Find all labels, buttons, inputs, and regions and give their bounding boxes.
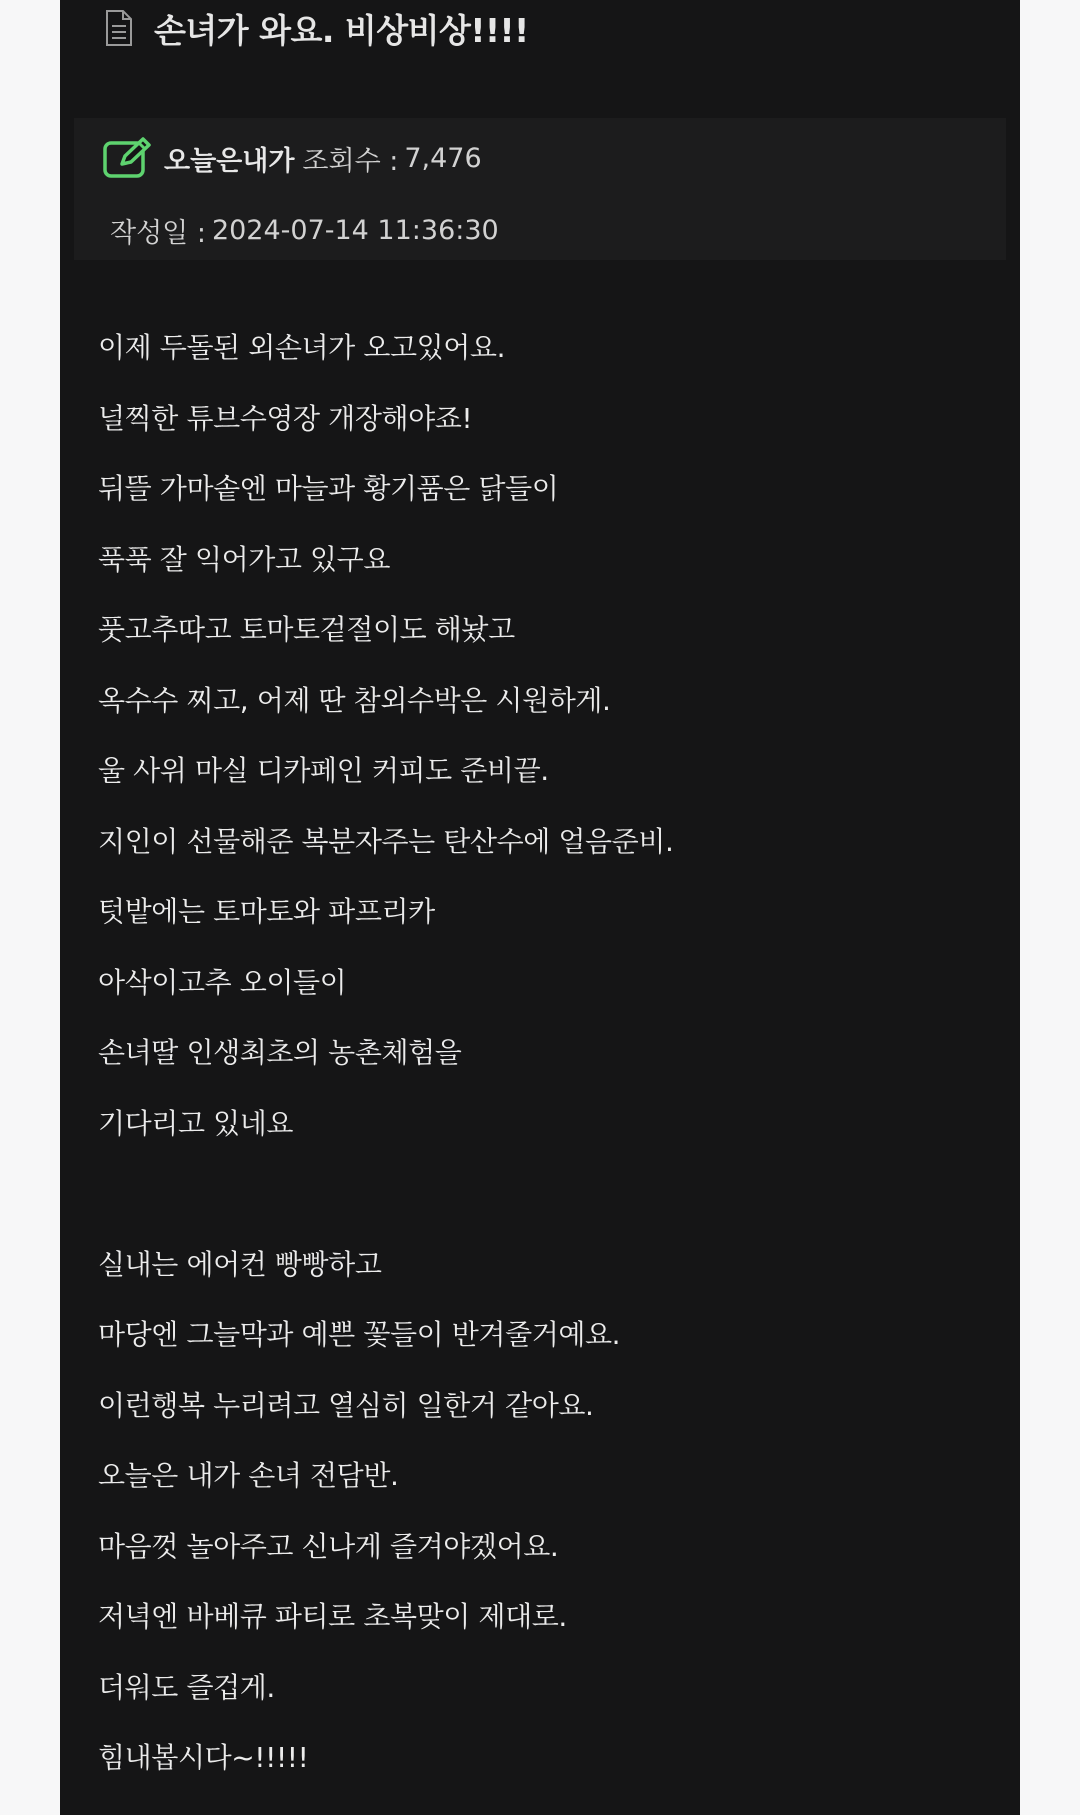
body-line: 손녀딸 인생최초의 농촌체험을 bbox=[98, 1036, 462, 1069]
document-icon bbox=[104, 9, 134, 47]
body-line: 이제 두돌된 외손녀가 오고있어요. bbox=[98, 331, 506, 364]
body-line: 풋고추따고 토마토겉절이도 해놨고 bbox=[98, 613, 515, 646]
body-line: 아삭이고추 오이들이 bbox=[98, 965, 347, 999]
views-label: 조회수 : bbox=[302, 145, 399, 177]
body-line: 옥수수 찌고, 어제 딴 참외수박은 시원하게. bbox=[98, 683, 611, 717]
post-title: 손녀가 와요. 비상비상!!!! bbox=[154, 10, 529, 50]
edit-icon bbox=[102, 137, 152, 179]
body-line: 푹푹 잘 익어가고 있구요 bbox=[98, 542, 390, 576]
date-label: 작성일 : bbox=[110, 217, 206, 249]
body-line: 힘내봅시다~!!!!! bbox=[98, 1741, 309, 1774]
body-line-blank bbox=[98, 1166, 978, 1237]
body-line: 뒤뜰 가마솥엔 마늘과 황기품은 닭들이 bbox=[98, 472, 559, 505]
post-meta bbox=[74, 118, 1006, 260]
date-row bbox=[110, 208, 499, 252]
body-line: 지인이 선물해준 복분자주는 탄산수에 얼음준비. bbox=[98, 824, 674, 858]
body-line: 오늘은 내가 손녀 전담반. bbox=[98, 1459, 399, 1492]
body-line: 이런행복 누리려고 열심히 일한거 같아요. bbox=[98, 1388, 594, 1422]
body-line: 기다리고 있네요 bbox=[98, 1106, 294, 1140]
author-row bbox=[102, 136, 482, 180]
views-count: 7,476 bbox=[404, 142, 482, 174]
body-line: 실내는 에어컨 빵빵하고 bbox=[98, 1247, 382, 1281]
body-line: 저녁엔 바베큐 파티로 초복맞이 제대로. bbox=[98, 1600, 567, 1633]
post-date: 2024-07-14 11:36:30 bbox=[211, 214, 499, 246]
post-title-row bbox=[104, 0, 529, 56]
body-line: 울 사위 마실 디카페인 커피도 준비끝. bbox=[98, 754, 549, 787]
body-line: 마당엔 그늘막과 예쁜 꽃들이 반겨줄거예요. bbox=[98, 1318, 621, 1351]
body-line: 텃밭에는 토마토와 파프리카 bbox=[98, 895, 435, 928]
post-body bbox=[98, 320, 978, 1801]
body-line: 더워도 즐겁게. bbox=[98, 1670, 275, 1704]
body-line: 널찍한 튜브수영장 개장해야죠! bbox=[98, 401, 473, 435]
author-name[interactable]: 오늘은내가 bbox=[164, 145, 295, 177]
body-line: 마음껏 놀아주고 신나게 즐겨야겠어요. bbox=[98, 1529, 559, 1563]
post-page bbox=[60, 0, 1020, 1815]
